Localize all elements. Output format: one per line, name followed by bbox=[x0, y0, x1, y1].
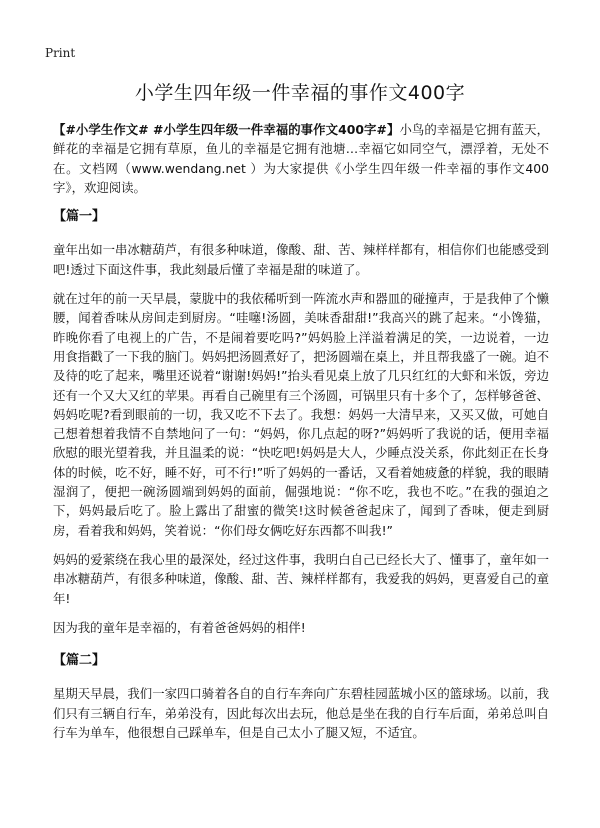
paragraph: 妈妈的爱萦绕在我心里的最深处，经过这件事，我明白自己已经长大了、懂事了，童年如一串冰糖葫芦，有很多种味道，像酸、甜、苦、辣样样都有，我爱我的妈妈，更喜爱自己的童年! bbox=[53, 551, 549, 606]
print-link[interactable]: Print bbox=[45, 46, 76, 60]
section-heading-1: 【篇一】 bbox=[53, 209, 106, 225]
intro-paragraph bbox=[53, 120, 549, 197]
intro-text: 小鸟的幸福是它拥有蓝天，鲜花的幸福是它拥有草原，鱼儿的幸福是它拥有池塘…幸福它如同空气，漂浮着，无处不在。文档网（www.wendang.net ）为大家提供《小学生四年级一件幸福的事作文400字》，欢迎阅读。 bbox=[53, 122, 549, 195]
paragraph: 星期天早晨，我们一家四口骑着各自的自行车奔向广东碧桂园蓝城小区的篮球场。以前，我们只有三辆自行车，弟弟没有，因此每次出去玩，他总是坐在我的自行车后面，弟弟总叫自行车为单车，他很想自己踩单车，但是自己太小了腿又短，不适宜。 bbox=[53, 686, 549, 741]
paragraph: 就在过年的前一天早晨，蒙胧中的我依稀听到一阵流水声和器皿的碰撞声，于是我伸了个懒腰，闻着香味从房间走到厨房。“哇噻!汤圆，美味香甜甜!”我高兴的跳了起来。“小馋猫，昨晚你看了电视上的广告，不是闹着要吃吗?”妈妈脸上洋溢着满足的笑，一边说着，一边用食指戳了一下我的脑门。妈妈把汤圆煮好了，把汤圆端在桌上，并且帮我盛了一碗。迫不及待的吃了起来，嘴里还说着“谢谢!妈妈!”抬头看见桌上放了几只红红的大虾和米饭，旁边还有一个又大又红的苹果。再看自己碗里有三个汤圆，可锅里只有十多个了，怎样够爸爸、妈妈吃呢?看到眼前的一切，我又吃不下去了。我想：妈妈一大清早来，又买又做，可她自己想着想着我情不自禁地问了一句：“妈妈，你几点起的呀?”妈妈听了我说的话，便用幸福欣慰的眼光望着我，并且温柔的说：“快吃吧!妈妈是大人，少睡点没关系，你此刻正在长身体的时候，吃不好，睡不好，可不行!”听了妈妈的一番话，又看着她疲惫的样貌，我的眼睛湿润了，便把一碗汤圆端到妈妈的面前，倔强地说：“你不吃，我也不吃。”在我的强迫之下，妈妈最后吃了。脸上露出了甜蜜的微笑!这时候爸爸起床了，闻到了香味，便走到厨房，看着我和妈妈，笑着说：“你们母女俩吃好东西都不叫我!” bbox=[53, 291, 549, 538]
section-heading-2: 【篇二】 bbox=[53, 653, 106, 669]
intro-tags: 【#小学生作文# #小学生四年级一件幸福的事作文400字#】 bbox=[53, 122, 400, 137]
paragraph: 童年出如一串冰糖葫芦，有很多种味道，像酸、甜、苦、辣样样都有，相信你们也能感受到吧!透过下面这件事，我此刻最后懂了幸福是甜的味道了。 bbox=[53, 242, 549, 277]
article-body bbox=[53, 120, 549, 752]
paragraph: 因为我的童年是幸福的，有着爸爸妈妈的相伴! bbox=[53, 619, 306, 635]
page-title: 小学生四年级一件幸福的事作文400字 bbox=[134, 82, 466, 104]
